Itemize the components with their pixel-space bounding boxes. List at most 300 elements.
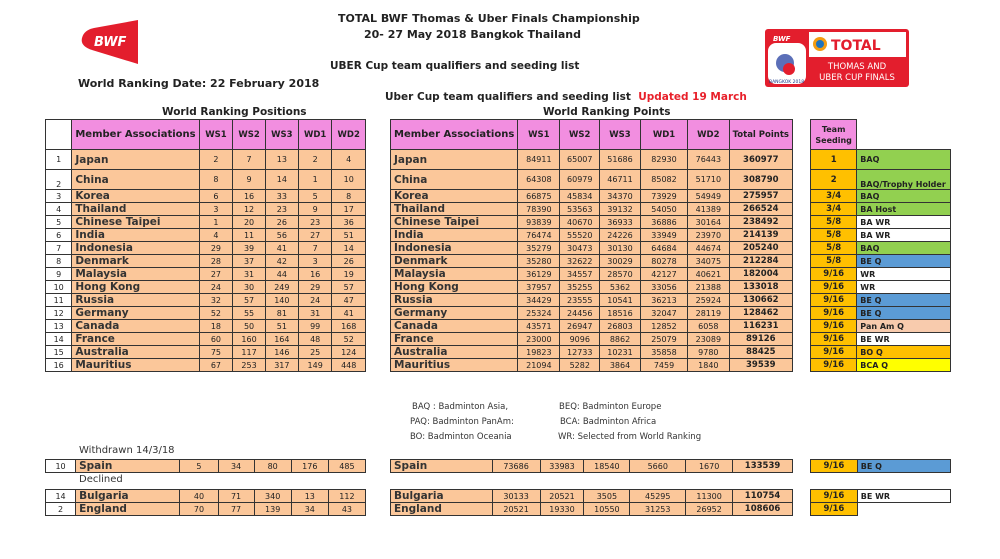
points-wd1: 45295 — [630, 490, 686, 503]
team-seeding: 9/16 — [811, 346, 857, 359]
qualification-note: BA WR — [857, 216, 951, 229]
qualification-note: BE WR — [857, 490, 950, 503]
positions-header-row — [46, 120, 366, 150]
table-row — [391, 216, 793, 229]
qualification-note: WR — [857, 281, 951, 294]
points-wd1: 31253 — [630, 503, 686, 516]
points-wd1: 36886 — [640, 216, 687, 229]
table-row — [46, 190, 366, 203]
team-seeding: 5/8 — [811, 216, 857, 229]
qualification-note: BA Host — [857, 203, 951, 216]
position-ws2: 160 — [233, 333, 266, 346]
points-ws1: 30133 — [492, 490, 540, 503]
rank-cell: 14 — [46, 490, 76, 503]
position-ws2: 12 — [233, 203, 266, 216]
points-wd1: 80278 — [640, 255, 687, 268]
points-ws2: 34557 — [560, 268, 600, 281]
table-row — [391, 242, 793, 255]
total-points: 110754 — [733, 490, 793, 503]
table-row — [46, 460, 366, 473]
points-ws1: 21094 — [518, 359, 560, 372]
qualification-note: WR — [857, 268, 951, 281]
table-row — [811, 229, 951, 242]
team-seeding: 9/16 — [811, 490, 858, 503]
team-seeding: 2 — [811, 170, 857, 190]
points-wd2: 1670 — [686, 460, 733, 473]
points-wd1: 54050 — [640, 203, 687, 216]
rank-cell: 16 — [46, 359, 72, 372]
position-ws3: 13 — [265, 150, 298, 170]
withdrawn-label: Withdrawn 14/3/18 — [79, 445, 175, 456]
table-row — [46, 255, 366, 268]
team-seeding: 3/4 — [811, 203, 857, 216]
position-wd2: 112 — [328, 490, 365, 503]
total-points: 182004 — [729, 268, 792, 281]
points-wd2: 76443 — [688, 150, 730, 170]
points-wd2: 6058 — [688, 320, 730, 333]
points-ws3: 3505 — [584, 490, 630, 503]
rank-cell: 7 — [46, 242, 72, 255]
points-ws1: 73686 — [492, 460, 540, 473]
table-row — [46, 281, 366, 294]
table-row — [391, 307, 793, 320]
table-row — [46, 359, 366, 372]
points-wd2: 34075 — [688, 255, 730, 268]
points-ws2: 33983 — [540, 460, 584, 473]
rank-cell: 2 — [46, 170, 72, 190]
position-ws2: 16 — [233, 190, 266, 203]
table-row — [46, 242, 366, 255]
points-ws1: 64308 — [518, 170, 560, 190]
table-row — [391, 490, 793, 503]
team-seeding: 9/16 — [811, 281, 857, 294]
table-row — [46, 307, 366, 320]
points-wd1: 85082 — [640, 170, 687, 190]
position-ws3: 340 — [254, 490, 291, 503]
table-row — [391, 190, 793, 203]
points-ws2: 12733 — [560, 346, 600, 359]
seeding-header-row — [811, 120, 951, 150]
team-seeding: 5/8 — [811, 255, 857, 268]
table-row — [46, 333, 366, 346]
position-ws2: 9 — [233, 170, 266, 190]
table-row — [811, 503, 951, 516]
total-points: 88425 — [729, 346, 792, 359]
table-row — [391, 503, 793, 516]
position-ws1: 8 — [199, 170, 233, 190]
position-ws1: 24 — [199, 281, 233, 294]
points-ws2: 35255 — [560, 281, 600, 294]
points-ws3: 30029 — [600, 255, 641, 268]
member-name: Spain — [76, 460, 180, 473]
col-ws3: WS3 — [600, 120, 641, 150]
position-wd2: 26 — [332, 255, 366, 268]
position-ws3: 249 — [265, 281, 298, 294]
position-wd2: 17 — [332, 203, 366, 216]
declined-positions-table — [45, 489, 366, 516]
member-name: Chinese Taipei — [391, 216, 518, 229]
qualification-note: Pan Am Q — [857, 320, 951, 333]
points-wd1: 25079 — [640, 333, 687, 346]
points-wd2: 40621 — [688, 268, 730, 281]
team-seeding: 9/16 — [811, 320, 857, 333]
table-row — [811, 170, 951, 190]
position-ws1: 6 — [199, 190, 233, 203]
col-wd2: WD2 — [332, 120, 366, 150]
team-seeding: 9/16 — [811, 268, 857, 281]
seeding-table — [810, 119, 951, 372]
position-ws1: 1 — [199, 216, 233, 229]
points-ws2: 60979 — [560, 170, 600, 190]
col-wd2: WD2 — [688, 120, 730, 150]
col-seeding: Team Seeding — [811, 120, 857, 150]
position-ws2: 11 — [233, 229, 266, 242]
legend-world-ranking: WR: Selected from World Ranking — [558, 432, 702, 442]
position-ws3: 164 — [265, 333, 298, 346]
points-wd1: 42127 — [640, 268, 687, 281]
points-wd1: 7459 — [640, 359, 687, 372]
position-ws1: 29 — [199, 242, 233, 255]
position-ws3: 41 — [265, 242, 298, 255]
points-ws3: 10231 — [600, 346, 641, 359]
member-name: Malaysia — [72, 268, 199, 281]
table-row — [391, 229, 793, 242]
team-seeding: 5/8 — [811, 229, 857, 242]
position-ws1: 67 — [199, 359, 233, 372]
position-ws3: 81 — [265, 307, 298, 320]
points-ws3: 26803 — [600, 320, 641, 333]
points-ws2: 40670 — [560, 216, 600, 229]
points-title: World Ranking Points — [543, 106, 671, 118]
position-ws2: 55 — [233, 307, 266, 320]
member-name: Denmark — [72, 255, 199, 268]
member-name: Germany — [391, 307, 518, 320]
position-ws3: 42 — [265, 255, 298, 268]
position-wd2: 448 — [332, 359, 366, 372]
member-name: France — [391, 333, 518, 346]
list-subtitle: UBER Cup team qualifiers and seeding list — [330, 60, 580, 72]
table-row — [391, 333, 793, 346]
points-ws2: 19330 — [540, 503, 584, 516]
event-title: TOTAL BWF Thomas & Uber Finals Championship — [338, 12, 640, 25]
points-wd2: 26952 — [686, 503, 733, 516]
table-row — [811, 307, 951, 320]
table-row — [46, 346, 366, 359]
col-total: Total Points — [729, 120, 792, 150]
points-ws3: 18516 — [600, 307, 641, 320]
rank-cell: 15 — [46, 346, 72, 359]
member-name: Hong Kong — [72, 281, 199, 294]
position-ws1: 70 — [180, 503, 218, 516]
position-wd2: 8 — [332, 190, 366, 203]
team-seeding: 9/16 — [811, 294, 857, 307]
total-points: 108606 — [733, 503, 793, 516]
event-line-2: UBER CUP FINALS — [819, 73, 895, 83]
total-points: 133539 — [733, 460, 793, 473]
table-row — [811, 242, 951, 255]
points-wd2: 21388 — [688, 281, 730, 294]
points-wd1: 12852 — [640, 320, 687, 333]
total-points: 128462 — [729, 307, 792, 320]
rank-cell: 8 — [46, 255, 72, 268]
position-wd1: 99 — [298, 320, 332, 333]
rank-cell: 10 — [46, 281, 72, 294]
points-ws3: 5362 — [600, 281, 641, 294]
position-wd2: 57 — [332, 281, 366, 294]
legend-panam: PAQ: Badminton PanAm: — [410, 417, 514, 427]
position-ws3: 14 — [265, 170, 298, 190]
col-ws2: WS2 — [233, 120, 266, 150]
member-name: Korea — [72, 190, 199, 203]
total-points: 89126 — [729, 333, 792, 346]
total-points: 214139 — [729, 229, 792, 242]
position-ws2: 34 — [218, 460, 254, 473]
table-row — [46, 203, 366, 216]
team-seeding: 9/16 — [811, 503, 858, 516]
points-wd2: 1840 — [688, 359, 730, 372]
table-row — [391, 268, 793, 281]
points-ws3: 39132 — [600, 203, 641, 216]
table-row — [811, 203, 951, 216]
points-ws3: 51686 — [600, 150, 641, 170]
position-wd1: 29 — [298, 281, 332, 294]
updated-prefix: Uber Cup team qualifiers and seeding list — [385, 91, 631, 103]
points-ws1: 84911 — [518, 150, 560, 170]
qualification-note: BO Q — [857, 346, 951, 359]
points-ws3: 10550 — [584, 503, 630, 516]
position-ws3: 317 — [265, 359, 298, 372]
table-row — [811, 216, 951, 229]
total-points: 116231 — [729, 320, 792, 333]
position-ws2: 30 — [233, 281, 266, 294]
points-ws3: 36933 — [600, 216, 641, 229]
position-ws3: 26 — [265, 216, 298, 229]
position-wd1: 31 — [298, 307, 332, 320]
points-ws3: 34370 — [600, 190, 641, 203]
declined-label: Declined — [79, 474, 123, 485]
points-wd2: 23089 — [688, 333, 730, 346]
table-row — [811, 190, 951, 203]
points-ws1: 34429 — [518, 294, 560, 307]
position-ws1: 4 — [199, 229, 233, 242]
legend-oceania: BO: Badminton Oceania — [410, 432, 512, 442]
table-row — [811, 490, 951, 503]
legend-asia: BAQ : Badminton Asia, — [412, 402, 509, 412]
position-wd1: 23 — [298, 216, 332, 229]
table-row — [46, 490, 366, 503]
member-name: Thailand — [72, 203, 199, 216]
member-name: Germany — [72, 307, 199, 320]
table-row — [811, 150, 951, 170]
points-ws2: 5282 — [560, 359, 600, 372]
position-ws3: 44 — [265, 268, 298, 281]
position-wd2: 14 — [332, 242, 366, 255]
points-wd2: 25924 — [688, 294, 730, 307]
position-wd1: 5 — [298, 190, 332, 203]
points-ws1: 76474 — [518, 229, 560, 242]
points-ws3: 3864 — [600, 359, 641, 372]
position-ws1: 3 — [199, 203, 233, 216]
col-member: Member Associations — [72, 120, 199, 150]
member-name: Mauritius — [391, 359, 518, 372]
position-ws1: 40 — [180, 490, 218, 503]
points-ws3: 28570 — [600, 268, 641, 281]
qualification-note: BCA Q — [857, 359, 951, 372]
ranking-date: World Ranking Date: 22 February 2018 — [78, 77, 320, 90]
points-ws1: 66875 — [518, 190, 560, 203]
position-wd1: 3 — [298, 255, 332, 268]
member-name: Malaysia — [391, 268, 518, 281]
member-name: Canada — [72, 320, 199, 333]
qualification-note: BE Q — [857, 307, 951, 320]
points-wd1: 73929 — [640, 190, 687, 203]
qualification-note: BAQ — [857, 242, 951, 255]
points-wd2: 30164 — [688, 216, 730, 229]
position-ws1: 2 — [199, 150, 233, 170]
position-ws1: 5 — [180, 460, 218, 473]
position-wd1: 25 — [298, 346, 332, 359]
points-ws2: 24456 — [560, 307, 600, 320]
rank-cell: 12 — [46, 307, 72, 320]
rank-cell: 13 — [46, 320, 72, 333]
col-wd1: WD1 — [640, 120, 687, 150]
member-name: Japan — [72, 150, 199, 170]
position-wd1: 1 — [298, 170, 332, 190]
member-name: France — [72, 333, 199, 346]
table-row — [811, 268, 951, 281]
member-name: Japan — [391, 150, 518, 170]
points-ws1: 37957 — [518, 281, 560, 294]
position-ws2: 253 — [233, 359, 266, 372]
position-ws2: 57 — [233, 294, 266, 307]
position-ws2: 117 — [233, 346, 266, 359]
member-name: India — [391, 229, 518, 242]
rank-cell: 10 — [46, 460, 76, 473]
points-wd1: 64684 — [640, 242, 687, 255]
points-wd2: 9780 — [688, 346, 730, 359]
table-row — [391, 255, 793, 268]
position-ws1: 32 — [199, 294, 233, 307]
position-wd1: 13 — [291, 490, 328, 503]
position-wd2: 124 — [332, 346, 366, 359]
position-ws3: 80 — [254, 460, 291, 473]
points-wd1: 36213 — [640, 294, 687, 307]
points-wd1: 32047 — [640, 307, 687, 320]
points-ws3: 8862 — [600, 333, 641, 346]
member-name: Indonesia — [391, 242, 518, 255]
event-city: BANGKOK 2018 — [769, 80, 805, 85]
points-table — [390, 119, 793, 372]
points-wd1: 33949 — [640, 229, 687, 242]
points-ws1: 35279 — [518, 242, 560, 255]
event-small-bwf: BWF — [773, 35, 791, 43]
points-wd1: 35858 — [640, 346, 687, 359]
position-wd2: 36 — [332, 216, 366, 229]
points-ws2: 26947 — [560, 320, 600, 333]
member-name: Australia — [72, 346, 199, 359]
table-row — [391, 320, 793, 333]
total-points: 205240 — [729, 242, 792, 255]
points-wd2: 23970 — [688, 229, 730, 242]
member-name: Denmark — [391, 255, 518, 268]
member-name: Indonesia — [72, 242, 199, 255]
col-ws2: WS2 — [560, 120, 600, 150]
points-header-row — [391, 120, 793, 150]
points-ws2: 9096 — [560, 333, 600, 346]
total-points: 212284 — [729, 255, 792, 268]
points-ws1: 35280 — [518, 255, 560, 268]
points-ws3: 30130 — [600, 242, 641, 255]
withdrawn-points-table — [390, 459, 793, 473]
position-ws2: 37 — [233, 255, 266, 268]
points-ws1: 36129 — [518, 268, 560, 281]
table-row — [391, 359, 793, 372]
points-ws2: 55520 — [560, 229, 600, 242]
position-wd2: 51 — [332, 229, 366, 242]
position-wd2: 168 — [332, 320, 366, 333]
position-wd2: 41 — [332, 307, 366, 320]
member-name: Bulgaria — [391, 490, 493, 503]
position-ws3: 140 — [265, 294, 298, 307]
member-name: Korea — [391, 190, 518, 203]
table-row — [391, 281, 793, 294]
position-ws2: 71 — [218, 490, 254, 503]
team-seeding: 9/16 — [811, 307, 857, 320]
table-row — [46, 216, 366, 229]
total-points: 275957 — [729, 190, 792, 203]
declined-points-table — [390, 489, 793, 516]
position-ws3: 139 — [254, 503, 291, 516]
table-row — [391, 346, 793, 359]
table-row — [391, 150, 793, 170]
positions-title: World Ranking Positions — [162, 106, 307, 118]
table-row — [391, 203, 793, 216]
table-row — [46, 320, 366, 333]
total-points: 39539 — [729, 359, 792, 372]
position-ws1: 18 — [199, 320, 233, 333]
table-row — [391, 294, 793, 307]
position-ws3: 33 — [265, 190, 298, 203]
rank-cell: 2 — [46, 503, 76, 516]
table-row — [811, 320, 951, 333]
col-ws1: WS1 — [518, 120, 560, 150]
position-wd2: 4 — [332, 150, 366, 170]
rank-cell: 5 — [46, 216, 72, 229]
declined-seeding-table — [810, 489, 951, 516]
rank-cell: 14 — [46, 333, 72, 346]
rank-cell: 9 — [46, 268, 72, 281]
member-name: Russia — [391, 294, 518, 307]
points-ws2: 65007 — [560, 150, 600, 170]
member-name: England — [76, 503, 180, 516]
position-wd1: 34 — [291, 503, 328, 516]
points-ws3: 18540 — [584, 460, 630, 473]
table-row — [811, 333, 951, 346]
member-name: Spain — [391, 460, 493, 473]
total-points: 238492 — [729, 216, 792, 229]
qualification-note: BE Q — [857, 294, 951, 307]
member-name: Canada — [391, 320, 518, 333]
points-wd2: 54949 — [688, 190, 730, 203]
member-name: India — [72, 229, 199, 242]
member-name: Chinese Taipei — [72, 216, 199, 229]
points-wd2: 51710 — [688, 170, 730, 190]
rank-cell: 6 — [46, 229, 72, 242]
position-wd1: 176 — [291, 460, 328, 473]
position-ws1: 60 — [199, 333, 233, 346]
position-ws3: 51 — [265, 320, 298, 333]
table-row — [811, 294, 951, 307]
